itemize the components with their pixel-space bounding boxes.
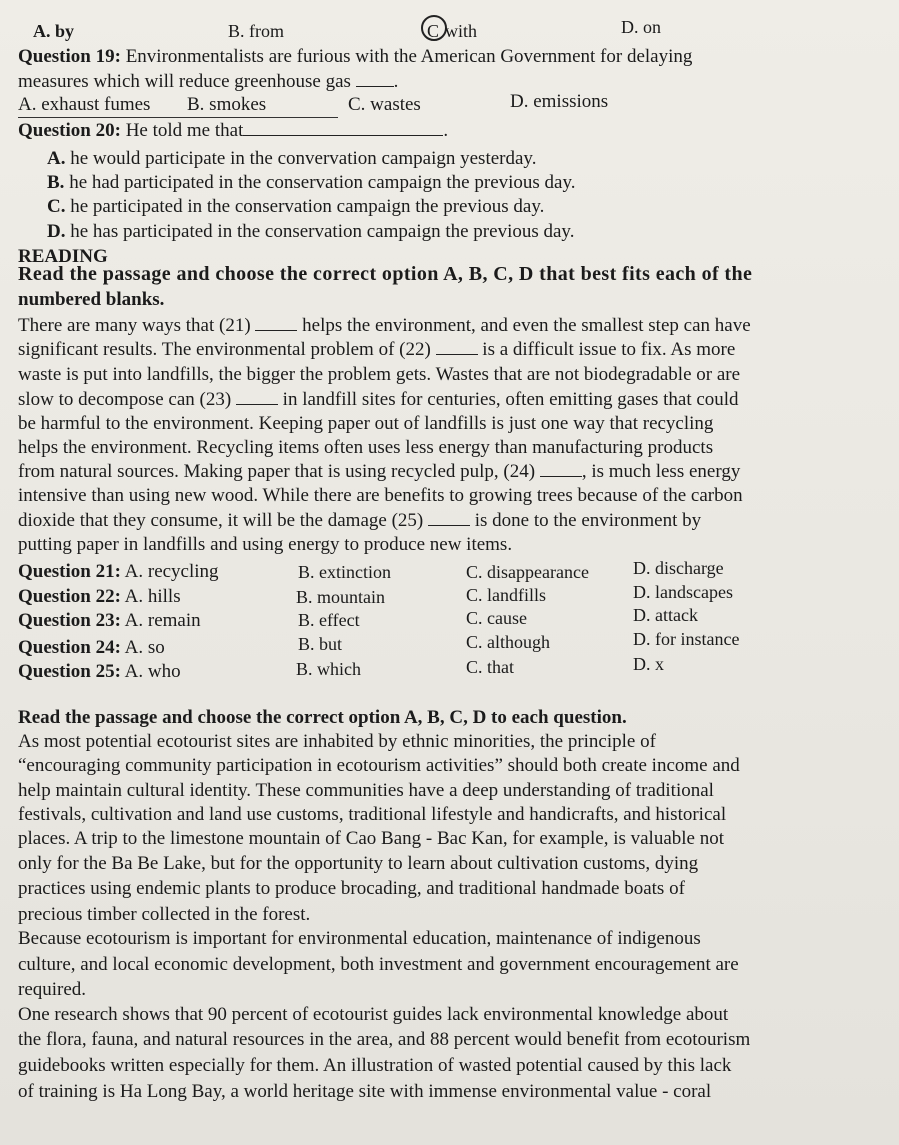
q18-option-a[interactable] [33, 20, 74, 42]
q19-option-c-text: C. wastes [348, 94, 421, 115]
passage2-line: As most potential ecotourist sites are inhabited by ethnic minorities, the principle of [18, 731, 656, 752]
passage-line: be harmful to the environment. Keeping paper out of landfills is just one way that recycling [18, 413, 714, 434]
passage-text: slow to decompose can (23) [18, 389, 236, 410]
reading-heading: READING [18, 246, 108, 267]
q20-text: He told me that [120, 120, 244, 141]
passage-line: intensive than using new wood. While there are benefits to growing trees because of the carbon [18, 485, 743, 506]
q20-option-a[interactable] [47, 148, 536, 170]
passage-text: There are many ways that (21) [18, 315, 256, 336]
passage-line [18, 389, 739, 411]
q21-option-a[interactable]: A. recycling [124, 561, 219, 582]
q19-option-b-text: B. smokes [187, 94, 267, 115]
q23-option-c[interactable]: C. cause [466, 608, 527, 628]
q19-period: . [393, 71, 399, 92]
q19-option-d[interactable] [510, 91, 608, 113]
q22-option-d[interactable]: D. landscapes [633, 582, 733, 602]
option-underline-mark [18, 117, 338, 118]
q21-option-b[interactable]: B. extinction [298, 562, 391, 582]
q18-option-c-letter: C [427, 21, 440, 41]
q19-option-a-text: A. exhaust fumes [18, 94, 151, 115]
passage-line: helps the environment. Recycling items often uses less energy than manufacturing products [18, 437, 714, 458]
q24-option-a[interactable]: A. so [124, 637, 165, 658]
q20-option-d-letter: D. [47, 221, 66, 242]
q19-stem-line1 [18, 46, 692, 68]
q19-option-c[interactable] [348, 94, 421, 116]
q23-option-d[interactable]: D. attack [633, 605, 698, 625]
q20-option-a-text: he would participate in the convervation campaign yesterday. [70, 148, 537, 169]
question-number: Question 23: [18, 610, 121, 631]
reading-instruction-1: Read the passage and choose the correct option A, B, C, D that best fits each of the [18, 263, 753, 285]
blank-23[interactable] [236, 390, 278, 405]
passage-text: significant results. The environmental problem of (22) [18, 339, 436, 360]
passage-line [18, 510, 701, 532]
passage2-line: guidebooks written especially for them. An illustration of wasted potential caused by this lack [18, 1055, 732, 1076]
q20-period: . [443, 120, 449, 141]
q20-option-b-text: he had participated in the conservation campaign the previous day. [69, 172, 576, 193]
q20-option-c[interactable] [47, 196, 544, 218]
passage-text: from natural sources. Making paper that is using recycled pulp, (24) [18, 461, 540, 482]
passage2-line: practices using endemic plants to produce brocading, and traditional handmade boats of [18, 878, 685, 899]
passage-text: helps the environment, and even the smallest step can have [297, 315, 751, 336]
q25-option-a[interactable]: A. who [124, 661, 181, 682]
q19-blank[interactable] [356, 72, 394, 87]
passage-line: putting paper in landfills and using energy to produce new items. [18, 534, 513, 555]
q23-label [18, 610, 201, 632]
blank-21[interactable] [255, 316, 297, 331]
q19-text-2: measures which will reduce greenhouse gas [18, 71, 351, 92]
q18-option-d[interactable] [621, 16, 661, 38]
passage2-line: places. A trip to the limestone mountain of Cao Bang - Bac Kan, for example, is valuable not [18, 828, 724, 849]
passage2-line: help maintain cultural identity. These communities have a deep understanding of traditional [18, 780, 714, 801]
q25-option-d[interactable]: D. x [633, 654, 664, 674]
q25-label [18, 661, 181, 683]
q20-option-b-letter: B. [47, 172, 65, 193]
question-number: Question 24: [18, 637, 121, 658]
q22-option-c[interactable]: C. landfills [466, 585, 546, 605]
question-number: Question 25: [18, 661, 121, 682]
q21-label [18, 561, 219, 583]
passage2-line: precious timber collected in the forest. [18, 904, 311, 925]
q20-option-a-letter: A. [47, 148, 66, 169]
q25-option-b[interactable]: B. which [296, 659, 361, 679]
q19-stem-line2 [18, 71, 398, 93]
q18-option-b[interactable] [228, 20, 284, 42]
passage-text: dioxide that they consume, it will be the damage (25) [18, 510, 428, 531]
q19-text-1: Environmentalists are furious with the American Government for delaying [120, 46, 693, 67]
q20-option-c-letter: C. [47, 196, 66, 217]
passage2-line: only for the Ba Be Lake, but for the opportunity to learn about cultivation customs, dying [18, 853, 699, 874]
q22-option-b[interactable]: B. mountain [296, 587, 385, 607]
q20-label: Question 20: [18, 120, 121, 141]
passage-text: in landfill sites for centuries, often emitting gases that could [277, 389, 739, 410]
q18-option-c[interactable] [427, 20, 477, 42]
q18-option-b-text: B. from [228, 21, 284, 41]
passage2-line: One research shows that 90 percent of ecotourist guides lack environmental knowledge about [18, 1004, 729, 1025]
passage-line [18, 461, 740, 483]
q22-label [18, 586, 181, 608]
reading-instruction-2: numbered blanks. [18, 289, 165, 310]
q20-option-c-text: he participated in the conservation campaign the previous day. [70, 196, 545, 217]
q20-option-b[interactable] [47, 172, 576, 194]
passage2-line: of training is Ha Long Bay, a world heritage site with immense environmental value - coral [18, 1081, 712, 1102]
q21-option-c[interactable]: C. disappearance [466, 562, 589, 582]
q24-option-b[interactable]: B. but [298, 634, 343, 654]
passage2-instruction: Read the passage and choose the correct option A, B, C, D to each question. [18, 707, 627, 728]
passage2-line: the flora, fauna, and natural resources in the area, and 88 percent would benefit from ecotourism [18, 1029, 751, 1050]
q22-option-a[interactable]: A. hills [124, 586, 181, 607]
question-number: Question 21: [18, 561, 121, 582]
passage2-line: festivals, cultivation and land use customs, traditional lifestyle and handicrafts, and historical [18, 804, 727, 825]
q20-option-d-text: he has participated in the conservation campaign the previous day. [70, 221, 575, 242]
blank-25[interactable] [428, 511, 470, 526]
passage-line [18, 315, 751, 337]
q20-blank[interactable] [243, 121, 443, 136]
passage-line [18, 339, 735, 361]
q18-option-d-text: D. on [621, 17, 661, 37]
q24-option-d[interactable]: D. for instance [633, 629, 740, 649]
q18-option-a-text: A. by [33, 21, 75, 41]
question-number: Question 22: [18, 586, 121, 607]
passage-text: is a difficult issue to fix. As more [477, 339, 736, 360]
passage2-line: culture, and local economic development, both investment and government encouragement are [18, 954, 739, 975]
passage-text: , is much less energy [581, 461, 741, 482]
q19-option-a[interactable] [18, 94, 150, 116]
passage2-line: required. [18, 979, 87, 1000]
q23-option-b[interactable]: B. effect [298, 610, 360, 630]
q25-option-c[interactable]: C. that [466, 657, 514, 677]
q21-option-d[interactable]: D. discharge [633, 558, 724, 578]
passage2-line: “encouraging community participation in ecotourism activities” should both create income and [18, 755, 740, 776]
blank-22[interactable] [436, 340, 478, 355]
q18-option-c-text: with [445, 21, 478, 41]
q19-label: Question 19: [18, 46, 121, 67]
q20-stem [18, 120, 448, 142]
passage-text: is done to the environment by [469, 510, 702, 531]
q23-option-a[interactable]: A. remain [124, 610, 201, 631]
blank-24[interactable] [540, 462, 582, 477]
passage2-line: Because ecotourism is important for environmental education, maintenance of indigenous [18, 928, 701, 949]
q24-label [18, 637, 165, 659]
q24-option-c[interactable]: C. although [466, 632, 550, 652]
passage-line: waste is put into landfills, the bigger the problem gets. Wastes that are not biodegradable or are [18, 364, 741, 385]
q19-option-d-text: D. emissions [510, 91, 609, 112]
q19-option-b[interactable] [187, 94, 266, 116]
q20-option-d[interactable] [47, 221, 574, 243]
